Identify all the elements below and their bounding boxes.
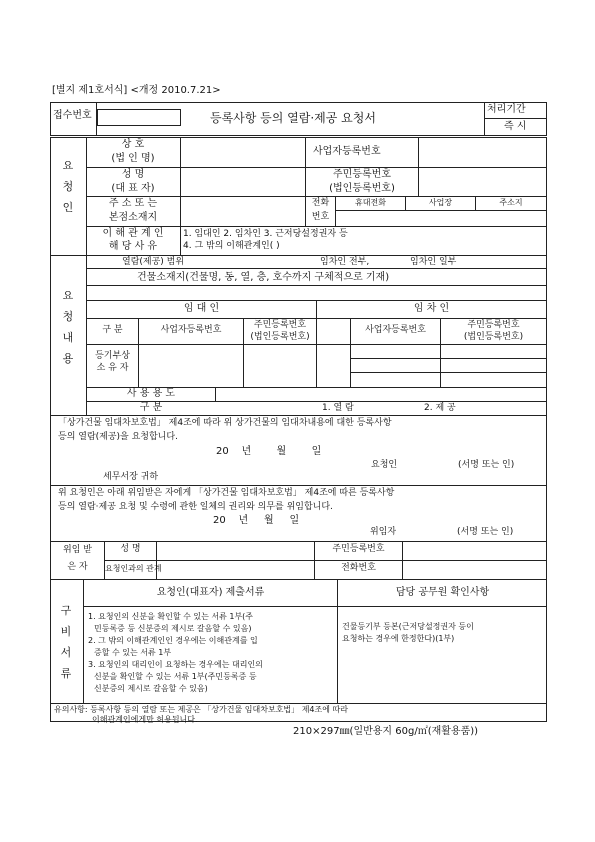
doc-item-3: 3. 요청인의 대리인이 요청하는 경우에는 대리인의: [88, 660, 263, 669]
delegation-date[interactable]: 20 년 월 일: [213, 515, 300, 526]
phone-sub-label: 번호: [311, 212, 330, 222]
documents-section-label: 구 비 서 류: [60, 604, 72, 680]
interest-other-option[interactable]: 4. 그 밖의 이해관계인( ): [183, 241, 280, 251]
doc-item-2: 2. 그 밖의 이해관계인인 경우에는 이해관계를 입: [88, 636, 258, 645]
delegate-label-2: 은 자: [67, 562, 88, 572]
requester-section-label: 요 청 인: [62, 159, 74, 214]
statement-date[interactable]: 20 년 월 일: [216, 446, 322, 457]
category-label: 구 분: [139, 402, 163, 413]
scope-label: 열람(제공) 범위: [122, 257, 185, 267]
owner-res-no-field[interactable]: [244, 345, 349, 386]
scope-all-option[interactable]: 임차인 전부,: [320, 257, 370, 267]
usage-field[interactable]: [216, 388, 546, 400]
lessor-res-no-sub-label: (법인등록번호): [250, 332, 310, 342]
submit-docs-header: 요청인(대표자) 제출서류: [156, 587, 265, 598]
lessor-res-no-label: 주민등록번호: [253, 320, 307, 330]
building-location-field[interactable]: [87, 286, 546, 299]
statement-line-2: 등의 열람(제공)을 요청합니다.: [58, 432, 178, 442]
officer-item-2: 요청하는 경우에 한정한다)(1부): [342, 634, 455, 643]
workplace-phone-label: 사업장: [428, 198, 453, 207]
representative-name-sub-label: (대 표 자): [111, 183, 155, 194]
delegator-label: 위임자: [370, 527, 397, 537]
notice-line-2: 이해관계인에게만 허용됩니다.: [92, 715, 198, 724]
lessee-biz-reg-label: 사업자등록번호: [365, 325, 426, 335]
representative-name-label: 성 명: [121, 169, 145, 180]
receipt-number-field[interactable]: [97, 109, 181, 126]
addressee: 세무서장 귀하: [103, 472, 159, 482]
officer-check-header: 담당 공무원 확인사항: [395, 587, 490, 598]
interest-sub-label: 해 당 사 유: [108, 241, 158, 252]
doc-item-1b: 민등록증 등 신분증의 제시로 갈음할 수 있음): [94, 624, 252, 633]
delegate-resident-no-label: 주민등록번호: [332, 544, 385, 554]
resident-no-label: 주민등록번호: [333, 169, 391, 180]
delegate-resident-no-field[interactable]: [403, 542, 546, 559]
delegate-relation-label: 요청인과의 관계: [105, 564, 162, 573]
page-title: 등록사항 등의 열람·제공 요청서: [210, 111, 376, 125]
business-reg-no-label: 사업자등록번호: [313, 146, 381, 157]
delegate-phone-label: 전화번호: [341, 563, 376, 573]
provide-option[interactable]: 2. 제 공: [424, 403, 456, 413]
usage-label: 사 용 용 도: [126, 388, 176, 399]
phone-label: 전화: [311, 198, 330, 208]
address-field[interactable]: [181, 197, 304, 225]
lessee-header: 임 차 인: [413, 303, 450, 314]
statement-line-1: 「상가건물 임대차보호법」 제4조에 따라 위 상가건물의 임대차내용에 대한 등록사항: [58, 418, 392, 428]
delegate-label: 위임 받: [63, 545, 92, 555]
applicant-signature[interactable]: (서명 또는 인): [458, 460, 515, 470]
doc-item-3b: 신분을 확인할 수 있는 서류 1부(주민등록증 등: [94, 672, 257, 681]
delegate-name-field[interactable]: [157, 542, 313, 559]
trade-name-label: 상 호: [121, 139, 145, 150]
doc-item-1: 1. 요청인의 신분을 확인할 수 있는 서류 1부(주: [88, 612, 254, 621]
officer-item-1: 건물등기부 등본(근저당설정권자 등이: [342, 622, 474, 631]
delegate-name-label: 성 명: [120, 544, 141, 554]
lessor-biz-reg-label: 사업자등록번호: [160, 325, 222, 335]
doc-item-3c: 신분증의 제시로 갈음할 수 있음): [94, 684, 208, 693]
business-reg-no-field[interactable]: [419, 138, 546, 166]
notice-line-1: 유의사항: 등록사항 등의 열람 또는 제공은 「상가건물 임대차보호법」 제4조에 따라: [54, 705, 348, 714]
delegator-signature[interactable]: (서명 또는 인): [457, 527, 514, 537]
processing-value: 즉 시: [504, 121, 527, 132]
request-section-label: 요 청 내 용: [62, 289, 74, 365]
applicant-label: 요청인: [371, 460, 398, 470]
owner-sub-label: 소 유 자: [96, 363, 129, 373]
receipt-label: 접수번호: [53, 110, 92, 121]
paper-spec: 210×297㎜(일반용지 60g/㎡(재활용품)): [293, 726, 479, 737]
lessee-rows[interactable]: [351, 345, 546, 386]
phone-field[interactable]: [336, 211, 546, 225]
interest-options[interactable]: 1. 임대인 2. 임차인 3. 근저당설정권자 등: [183, 229, 348, 239]
processing-label: 처리기간: [487, 104, 526, 115]
form-number: [별지 제1호서식] <개정 2010.7.21>: [52, 85, 221, 96]
lessor-division-label: 구 분: [102, 325, 123, 335]
delegation-line-2: 등의 열람·제공 요청 및 수령에 관한 일체의 권리와 의무를 위임합니다.: [58, 502, 333, 512]
mobile-label: 휴대전화: [355, 198, 386, 207]
scope-part-option[interactable]: 임차인 일부: [410, 257, 457, 267]
address-sub-label: 본점소재지: [108, 212, 158, 223]
address-label: 주 소 또 는: [108, 198, 158, 209]
lessee-res-no-sub-label: (법인등록번호): [463, 332, 524, 342]
trade-name-field[interactable]: [181, 138, 304, 166]
building-location-label: 건물소재지(건물명, 동, 열, 층, 호수까지 구체적으로 기재): [137, 272, 390, 283]
delegate-relation-field[interactable]: [157, 561, 313, 578]
delegate-phone-field[interactable]: [403, 561, 546, 578]
residence-phone-label: 주소지: [499, 198, 523, 207]
delegation-line-1: 위 요청인은 아래 위임받은 자에게 「상가건물 임대차보호법」 제4조에 따른 등록사항: [58, 488, 395, 498]
representative-name-field[interactable]: [181, 168, 304, 195]
lessee-res-no-label: 주민등록번호: [467, 320, 520, 330]
owner-label: 등기부상: [95, 351, 130, 361]
interest-label: 이 해 관 계 인: [102, 228, 164, 239]
resident-no-sub-label: (법인등록번호): [329, 183, 395, 194]
resident-no-field[interactable]: [419, 168, 546, 195]
doc-item-2b: 증할 수 있는 서류 1부: [94, 648, 172, 657]
owner-biz-reg-field[interactable]: [139, 345, 242, 386]
lessor-header: 임 대 인: [183, 303, 220, 314]
view-option[interactable]: 1. 열 람: [322, 403, 354, 413]
trade-name-sub-label: (법 인 명): [111, 153, 155, 164]
